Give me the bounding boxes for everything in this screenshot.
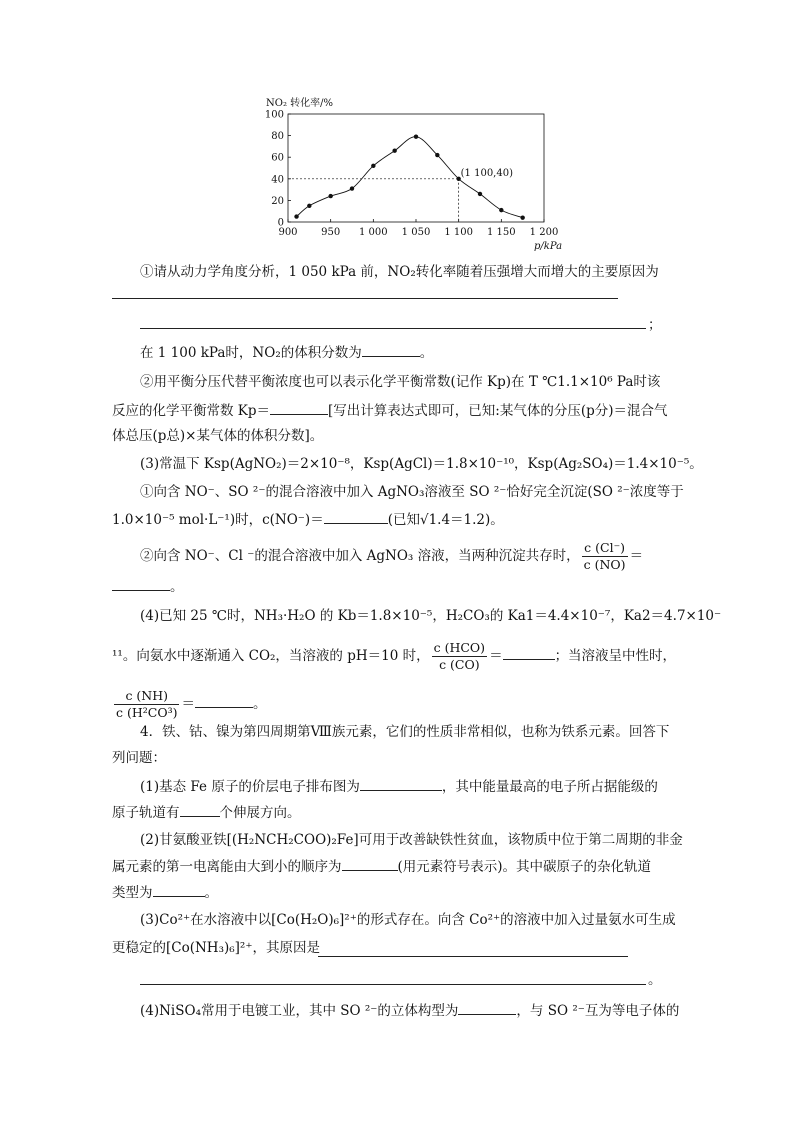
q3-s1a-text: ①向含 NO⁻、SO ²⁻的混合溶液中加入 AgNO₃溶液至 SO ²⁻恰好完全沉淀(SO ²⁻浓度等于 (140, 484, 684, 500)
y-tick-label: 100 (264, 109, 284, 121)
fraction-nh-h2co3 (114, 688, 179, 721)
q5-s1a-pre: (1)基态 Fe 原子的价层电子排布图为 (140, 779, 360, 795)
q2-p1-end: ； (648, 317, 662, 333)
q2-line-3 (140, 372, 660, 392)
blank-electron-config (360, 776, 442, 791)
blank-nh-ratio (195, 693, 253, 708)
answer-line-4 (140, 984, 646, 985)
x-tick-label: 1 150 (487, 227, 516, 238)
q5-s3b-text: 更稳定的[Co(NH₃)₆]²⁺，其原因是 (112, 940, 320, 956)
equals-sign: ＝ (489, 648, 503, 664)
x-tick-label: 1 000 (359, 227, 388, 238)
q5-title (140, 722, 669, 742)
chart-svg (262, 92, 562, 260)
q5-s4-pre: (4)NiSO₄常用于电镀工业，其中 SO ²⁻的立体构型为 (140, 1003, 459, 1019)
point-annotation: (1 100,40) (460, 167, 514, 179)
q5-s2b (112, 856, 651, 877)
q4-line-2 (112, 640, 676, 673)
answer-line-3 (318, 956, 628, 957)
blank-orbital-count (180, 802, 220, 817)
q3-head (140, 454, 703, 474)
q5-s2c (112, 882, 218, 903)
y-axis-label: NO₂ 转化率/% (266, 98, 334, 109)
q5-s4-post: ，与 SO ²⁻互为等电子体的 (516, 1003, 680, 1019)
q2-p3c: 体总压(p总)×某气体的体积分数]。 (112, 428, 324, 444)
q2-line-5 (112, 426, 323, 446)
blank-no2-fraction (362, 342, 420, 357)
q3-s2a (140, 540, 643, 573)
q2-p3a: ②用平衡分压代替平衡浓度也可以表示化学平衡常数(记作 Kp)在 T ℃1.1×10⁶ Pa时该 (140, 374, 661, 390)
q5-s3c-end: 。 (648, 972, 662, 988)
fraction-numerator: c (NH) (114, 688, 179, 705)
data-point (328, 194, 332, 198)
q3-s1b (112, 509, 504, 530)
q5-s2a (140, 830, 683, 850)
q2-p3b-post: [写出计算表达式即可，已知:某气体的分压(p分)＝混合气 (328, 403, 668, 419)
y-tick-label: 40 (271, 174, 284, 186)
q4-line-3 (112, 688, 266, 721)
fraction-denominator: c (NO) (583, 557, 626, 572)
q5-s2c-post: 。 (204, 885, 218, 901)
q3-head-text: (3)常温下 Ksp(AgNO₂)＝2×10⁻⁸，Ksp(AgCl)＝1.8×10⁻¹⁰，Ksp(Ag₂SO₄)＝1.4×10⁻⁵。 (140, 456, 703, 472)
q3-s1a (140, 482, 684, 502)
data-point (520, 215, 524, 219)
y-tick-label: 80 (271, 131, 284, 143)
fraction-hco-co (432, 640, 487, 673)
y-tick-label: 0 (277, 217, 284, 229)
fraction-numerator: c (HCO) (433, 640, 486, 655)
y-tick-label: 60 (271, 152, 284, 164)
q4-line-1 (140, 606, 721, 626)
q5-title-2 (112, 748, 166, 768)
q4-l2-pre: ¹¹。向氨水中逐渐通入 CO₂，当溶液的 pH＝10 时， (112, 648, 430, 664)
data-point (478, 192, 482, 196)
q5-s4 (140, 1000, 679, 1021)
blank-c-no2 (324, 509, 388, 524)
data-point (499, 208, 503, 212)
q5-s2b-pre: 属元素的第一电离能由大到小的顺序为 (112, 859, 342, 875)
blank-geometry (458, 1000, 516, 1015)
q5-s3a-text: (3)Co²⁺在水溶液中以[Co(H₂O)₆]²⁺的形式存在。向含 Co²⁺的溶液中加入过量氨水可生成 (140, 912, 676, 928)
q5-s1a-post: ，其中能量最高的电子所占据能级的 (441, 779, 658, 795)
data-point (307, 204, 311, 208)
q4-l1-text: (4)已知 25 ℃时，NH₃·H₂O 的 Kb＝1.8×10⁻⁵，H₂CO₃的 Ka1＝4.4×10⁻⁷，Ka2＝4.7×10⁻ (140, 608, 722, 624)
data-point (350, 186, 354, 190)
q2-line-end (648, 315, 662, 335)
q5-title-text: 4．铁、钴、镍为第四周期第Ⅷ族元素，它们的性质非常相似，也称为铁系元素。回答下 (140, 724, 670, 740)
x-tick-label: 1 100 (444, 227, 473, 238)
answer-line-1 (112, 298, 618, 299)
data-point (435, 153, 439, 157)
fraction-numerator: c (Cl⁻) (582, 540, 628, 557)
blank-kp (270, 400, 328, 415)
conversion-chart (262, 92, 562, 260)
blank-ratio (112, 576, 170, 591)
blank-hco-ratio (503, 645, 555, 660)
fraction-cl-no (582, 540, 628, 573)
q4-l2-post: ；当溶液呈中性时， (554, 648, 677, 664)
x-axis-label: p/kPa (534, 241, 562, 252)
data-point (371, 164, 375, 168)
fraction-denominator: c (H²CO³) (116, 705, 178, 720)
x-tick-label: 1 050 (401, 227, 431, 238)
q5-s2c-pre: 类型为 (112, 885, 153, 901)
x-tick-label: 950 (321, 227, 341, 238)
q4-l3-end: 。 (252, 696, 267, 712)
data-point (414, 134, 418, 138)
q2-line-4 (112, 400, 668, 421)
q3-s2b (112, 576, 184, 597)
q5-s2a-text: (2)甘氨酸亚铁[(H₂NCH₂COO)₂Fe]可用于改善缺铁性贫血，该物质中位于第二周期的非金 (140, 832, 683, 848)
q2-line-1 (140, 262, 659, 282)
x-tick-label: 900 (278, 227, 298, 238)
y-tick-label: 20 (271, 195, 284, 207)
q2-p2b: 。 (419, 345, 434, 361)
q5-s1b (112, 802, 301, 823)
q3-s1b-pre: 1.0×10⁻⁵ mol·L⁻¹)时，c(NO⁻)＝ (112, 512, 324, 528)
q5-s2b-post: (用元素符号表示)。其中碳原子的杂化轨道 (397, 859, 652, 875)
q5-s3a (140, 910, 676, 930)
q2-p1-text: ①请从动力学角度分析，1 050 kPa 前，NO₂转化率随着压强增大而增大的主要原因为 (140, 264, 659, 280)
q5-s1a (140, 776, 658, 797)
fraction-denominator: c (CO) (439, 657, 480, 672)
q2-p3b-pre: 反应的化学平衡常数 Kp＝ (112, 403, 271, 419)
q5-s1b-pre: 原子轨道有 (112, 805, 180, 821)
q3-s2a-text: ②向含 NO⁻、Cl ⁻的混合溶液中加入 AgNO₃ 溶液，当两种沉淀共存时， (140, 548, 580, 564)
x-tick-label: 1 200 (529, 227, 559, 238)
q5-s3c (648, 970, 662, 990)
data-point (392, 149, 396, 153)
blank-ionization-order (342, 856, 398, 871)
q5-s3b (112, 938, 320, 958)
equals-sign: ＝ (629, 548, 644, 564)
q2-line-2 (140, 342, 433, 363)
equals-sign: ＝ (181, 696, 195, 712)
q5-title2-text: 列问题： (112, 750, 166, 766)
answer-line-2 (140, 328, 646, 329)
data-point (294, 214, 298, 218)
q5-s1b-post: 个伸展方向。 (219, 805, 301, 821)
q3-s2b-end: 。 (170, 579, 184, 595)
blank-hybridization (153, 882, 205, 897)
q2-p2a: 在 1 100 kPa时，NO₂的体积分数为 (140, 345, 362, 361)
q3-s1b-post: (已知√1.4＝1.2)。 (387, 512, 504, 528)
